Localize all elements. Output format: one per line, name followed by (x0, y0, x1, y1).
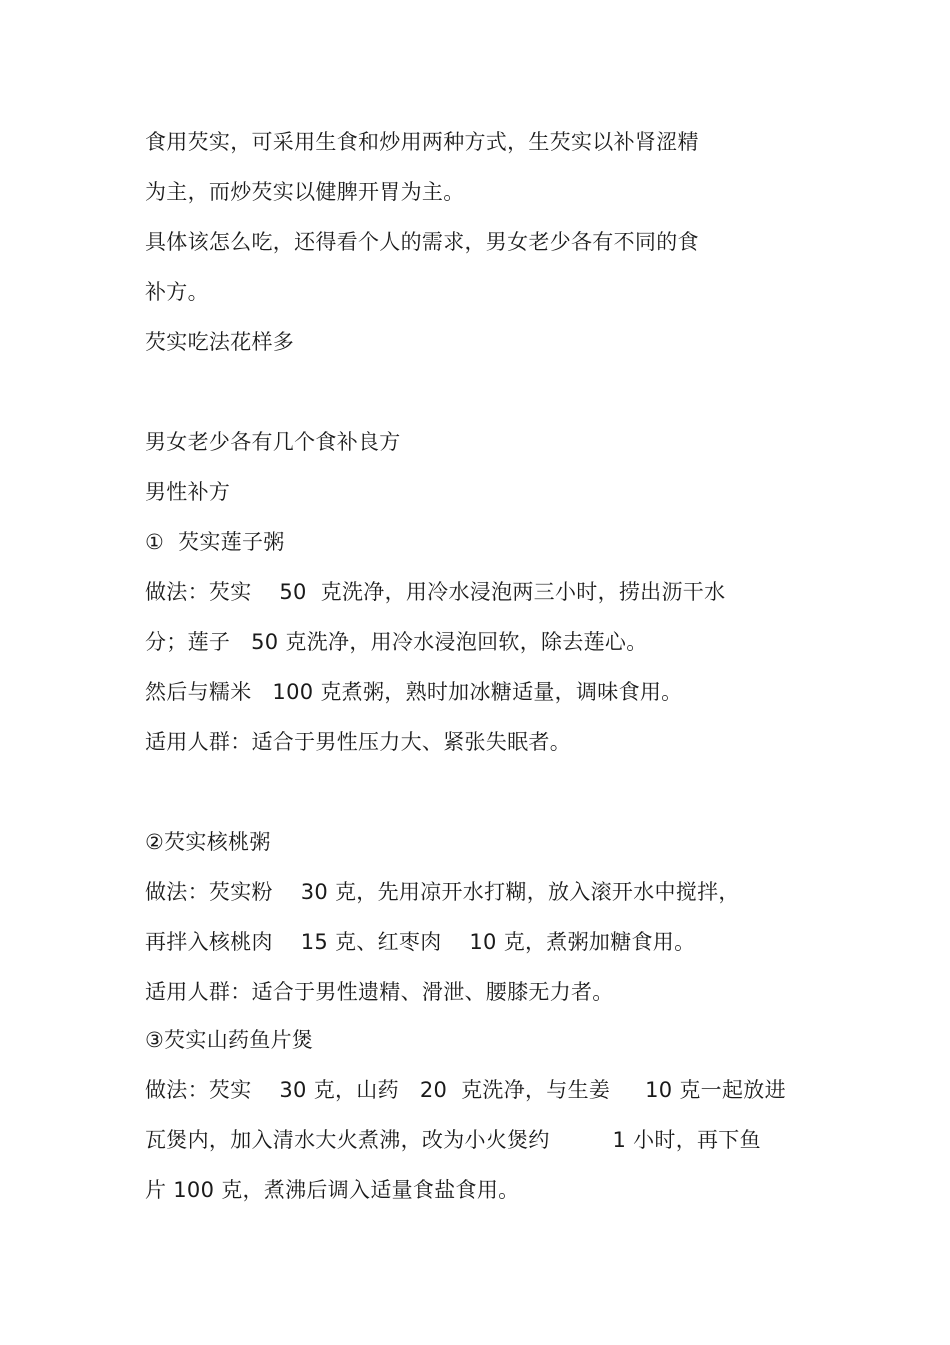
paragraph-line: 补方。 (145, 280, 209, 304)
section-heading: 芡实吃法花样多 (145, 330, 295, 354)
paragraph-line: 做法：芡实 50 克洗净，用冷水浸泡两三小时，捞出沥干水 (145, 580, 726, 604)
subsection-heading: 男性补方 (145, 480, 231, 504)
recipe-title: ① 芡实莲子粥 (145, 530, 285, 554)
section-heading: 男女老少各有几个食补良方 (145, 430, 401, 454)
paragraph-line: 再拌入核桃肉 15 克、红枣肉 10 克，煮粥加糖食用。 (145, 930, 696, 954)
recipe-title: ③芡实山药鱼片煲 (145, 1028, 314, 1052)
paragraph-line: 适用人群：适合于男性遗精、滑泄、腰膝无力者。 (145, 980, 614, 1004)
paragraph-line: 分；莲子 50 克洗净，用冷水浸泡回软，除去莲心。 (145, 630, 648, 654)
paragraph-line: 为主，而炒芡实以健脾开胃为主。 (145, 180, 465, 204)
recipe-title: ②芡实核桃粥 (145, 830, 271, 854)
paragraph-line: 片 100 克，煮沸后调入适量食盐食用。 (145, 1178, 520, 1202)
paragraph-line: 做法：芡实粉 30 克，先用凉开水打糊，放入滚开水中搅拌， (145, 880, 740, 904)
paragraph-line: 具体该怎么吃，还得看个人的需求，男女老少各有不同的食 (145, 230, 699, 254)
paragraph-line: 然后与糯米 100 克煮粥，熟时加冰糖适量，调味食用。 (145, 680, 683, 704)
paragraph-line: 瓦煲内，加入清水大火煮沸，改为小火煲约 1 小时，再下鱼 (145, 1128, 761, 1152)
paragraph-line: 食用芡实，可采用生食和炒用两种方式，生芡实以补肾涩精 (145, 130, 699, 154)
paragraph-line: 适用人群：适合于男性压力大、紧张失眠者。 (145, 730, 571, 754)
paragraph-line: 做法：芡实 30 克，山药 20 克洗净，与生姜 10 克一起放进 (145, 1078, 786, 1102)
